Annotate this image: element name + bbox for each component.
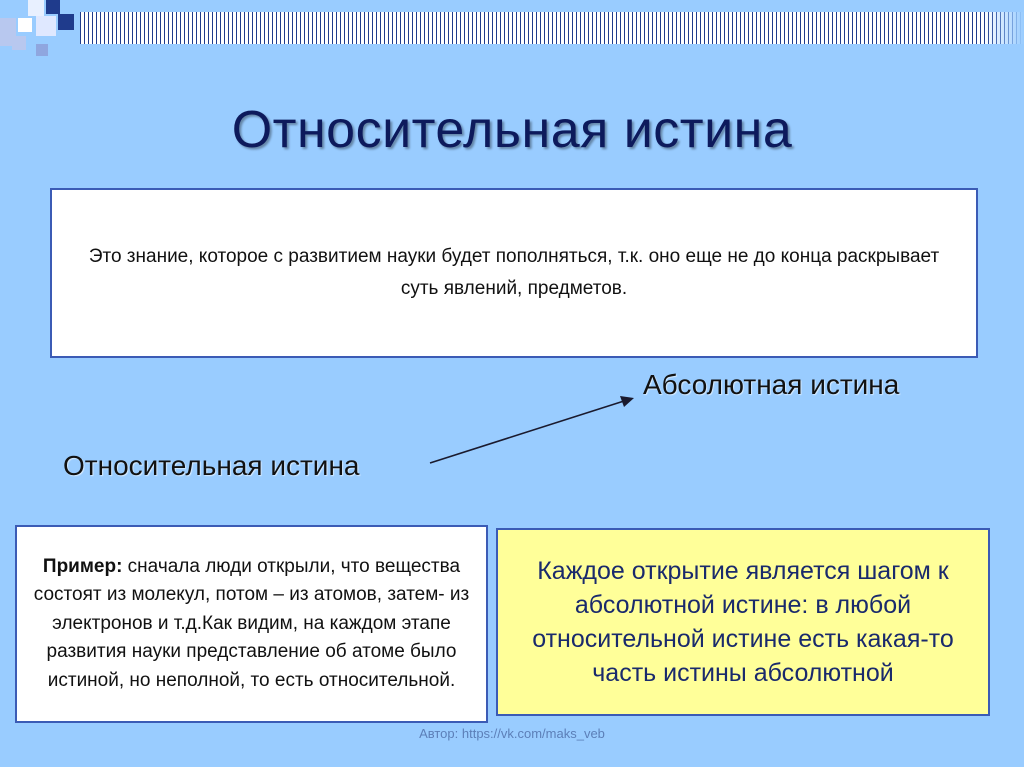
note-text: Каждое открытие является шагом к абсолютной истине: в любой относительной истине есть какая-то часть истины абсолютной [532,557,954,687]
definition-text: Это знание, которое с развитием науки будет пополняться, т.к. оно еще не до конца раскрывает суть явлений, предметов. [88,246,940,299]
example-body: сначала люди открыли, что вещества состоят из молекул, потом – из атомов, затем- из электронов и т.д.Как видим, на каждом этапе развития науки представление об атоме было истиной, но неполной, то есть относительной. [33,555,470,691]
absolute-truth-label: Абсолютная истина [643,369,900,400]
arrow-head [620,396,634,407]
slide-title: Относительная истина [231,101,793,159]
example-prefix: Пример: [42,555,123,577]
note-box [496,528,990,716]
example-text [27,553,477,696]
footer-credit: Автор: https://vk.com/maks_veb [419,726,605,741]
relative-truth-label: Относительная истина [63,450,360,481]
arrow-line [430,401,624,463]
example-box [15,525,488,723]
